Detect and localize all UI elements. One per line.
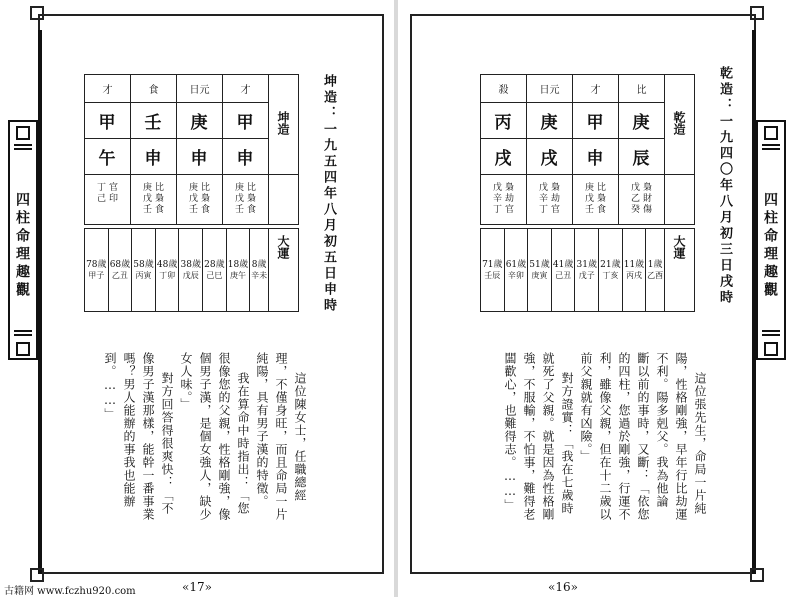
stem-cell: 壬 <box>131 103 177 139</box>
text-column: 對方回答得很爽快：「不 <box>160 372 174 515</box>
branch-cell: 申 <box>573 139 619 175</box>
hidden-stems-cell: 庚 比 戊 梟 壬 食 <box>177 175 223 225</box>
trigram-icon <box>764 342 778 356</box>
hidden-stems-cell: 庚 比 戊 梟 壬 食 <box>223 175 269 225</box>
luck-pillar: 58歲 丙寅 <box>132 229 156 312</box>
body-text <box>78 352 308 562</box>
luck-pillar: 61歲 辛卯 <box>504 229 528 312</box>
page-number: «17» <box>182 580 212 594</box>
luck-pillar: 68歲 乙丑 <box>108 229 132 312</box>
hidden-stems-cell: 戊 梟 乙 財 癸 傷 <box>619 175 665 225</box>
book-title-box <box>756 120 786 360</box>
day-master-cell: 日元 <box>177 75 223 103</box>
text-column: 闆歡心，也難得志。……」 <box>503 352 517 512</box>
branch-cell: 午 <box>85 139 131 175</box>
text-column: 女人味。」 <box>179 352 193 411</box>
text-column: 純陽，具有男子漢的特徵。 <box>255 352 269 508</box>
luck-pillar: 11歲 丙戌 <box>622 229 646 312</box>
text-column: 嗎？男人能辦的事我也能辦 <box>122 352 136 508</box>
luck-pillar: 38歲 戊辰 <box>179 229 203 312</box>
stem-cell: 甲 <box>85 103 131 139</box>
luck-pillar: 18歲 庚午 <box>226 229 250 312</box>
stem-cell: 丙 <box>481 103 527 139</box>
trigram-icon <box>16 342 30 356</box>
text-column: 這位陳女士，任職總經 <box>293 372 307 502</box>
ten-god-cell: 才 <box>573 75 619 103</box>
branch-cell: 申 <box>131 139 177 175</box>
page-number: «16» <box>548 580 578 594</box>
hidden-stems-cell: 戊 梟 辛 劫 丁 官 <box>481 175 527 225</box>
book-title-box <box>8 120 38 360</box>
gender-cell: 坤造 <box>269 75 299 175</box>
ten-god-cell: 殺 <box>481 75 527 103</box>
luck-pillar: 51歲 庚寅 <box>528 229 552 312</box>
hidden-stems-cell: 丁 官 己 印 <box>85 175 131 225</box>
branch-cell: 申 <box>223 139 269 175</box>
footer-watermark: 古籍网 www.fczhu920.com <box>4 586 136 597</box>
text-column: 的四柱，您過於剛強，行運不 <box>617 352 631 521</box>
luck-title-cell: 大運 <box>665 229 695 312</box>
text-column: 不利。陽多剋父。我為他論 <box>655 352 669 508</box>
luck-pillar: 1歲 乙酉 <box>646 229 665 312</box>
luck-title-cell: 大運 <box>269 229 299 312</box>
luck-pillars-table <box>480 228 695 312</box>
ten-god-cell: 才 <box>223 75 269 103</box>
corner-ornament <box>750 6 764 20</box>
left-border-bar <box>38 30 42 574</box>
branch-cell: 申 <box>177 139 223 175</box>
text-column: 像男子漢那樣，能幹一番事業 <box>141 352 155 521</box>
book-title: 四柱命理趣觀 <box>14 192 30 300</box>
corner-ornament <box>30 568 44 582</box>
gender-cell: 乾造 <box>665 75 695 175</box>
corner-ornament <box>750 568 764 582</box>
text-column: 前父親就有凶險。」 <box>579 352 593 463</box>
trigram-icon <box>764 126 778 140</box>
text-column: 很像您的父親，性格剛強，像 <box>217 352 231 521</box>
hidden-stems-cell: 庚 比 戊 梟 壬 食 <box>131 175 177 225</box>
branch-cell: 辰 <box>619 139 665 175</box>
bazi-chart <box>84 74 299 225</box>
ten-god-cell: 才 <box>85 75 131 103</box>
right-page <box>398 0 793 597</box>
text-column: 斷以前的事時，又斷：「依您 <box>636 352 650 521</box>
stem-cell: 庚 <box>177 103 223 139</box>
text-column: 我在算命中時指出：「您 <box>236 372 250 515</box>
text-column: 對方證實：「我在七歲時 <box>560 372 574 515</box>
text-column: 利，雖像父親，但在十二歲以 <box>598 352 612 521</box>
luck-pillar: 21歲 丁亥 <box>599 229 623 312</box>
stem-cell: 庚 <box>527 103 573 139</box>
branch-cell: 戌 <box>527 139 573 175</box>
hidden-stems-cell: 庚 比 戊 梟 壬 食 <box>573 175 619 225</box>
stem-cell: 庚 <box>619 103 665 139</box>
text-column: 陽，性格剛強，早年行比劫運 <box>674 352 688 521</box>
branch-cell: 戌 <box>481 139 527 175</box>
left-page <box>0 0 395 597</box>
body-text <box>468 352 708 562</box>
stem-cell: 甲 <box>573 103 619 139</box>
text-column: 強，不服輸，不怕事，難得老 <box>522 352 536 521</box>
luck-pillar: 41歲 己丑 <box>551 229 575 312</box>
luck-pillars-table <box>84 228 299 312</box>
luck-pillar: 48歲 丁卯 <box>155 229 179 312</box>
luck-pillar: 31歲 戊子 <box>575 229 599 312</box>
book-title: 四柱命理趣觀 <box>762 192 778 300</box>
hidden-stems-cell: 戊 梟 辛 劫 丁 官 <box>527 175 573 225</box>
ten-god-cell: 食 <box>131 75 177 103</box>
text-column: 個男子漢，是個女強人，缺少 <box>198 352 212 521</box>
stem-cell: 甲 <box>223 103 269 139</box>
trigram-icon <box>16 126 30 140</box>
luck-pillar: 8歲 辛未 <box>250 229 269 312</box>
birth-header: 坤造：一九五四年八月初五日申時 <box>321 74 336 314</box>
text-column: 到。……」 <box>103 352 117 421</box>
text-column: 就死了父親。就是因為性格剛 <box>541 352 555 521</box>
luck-pillar: 28歲 己巳 <box>203 229 227 312</box>
birth-header: 乾造：一九四〇年八月初三日戌時 <box>717 66 732 306</box>
text-column: 理，不僅身旺，而且命局一片 <box>274 352 288 521</box>
luck-pillar: 78歲 甲子 <box>85 229 109 312</box>
luck-pillar: 71歲 壬辰 <box>481 229 505 312</box>
ten-god-cell: 比 <box>619 75 665 103</box>
bazi-chart <box>480 74 695 225</box>
day-master-cell: 日元 <box>527 75 573 103</box>
corner-ornament <box>30 6 44 20</box>
text-column: 這位張先生，命局一片純 <box>693 372 707 515</box>
